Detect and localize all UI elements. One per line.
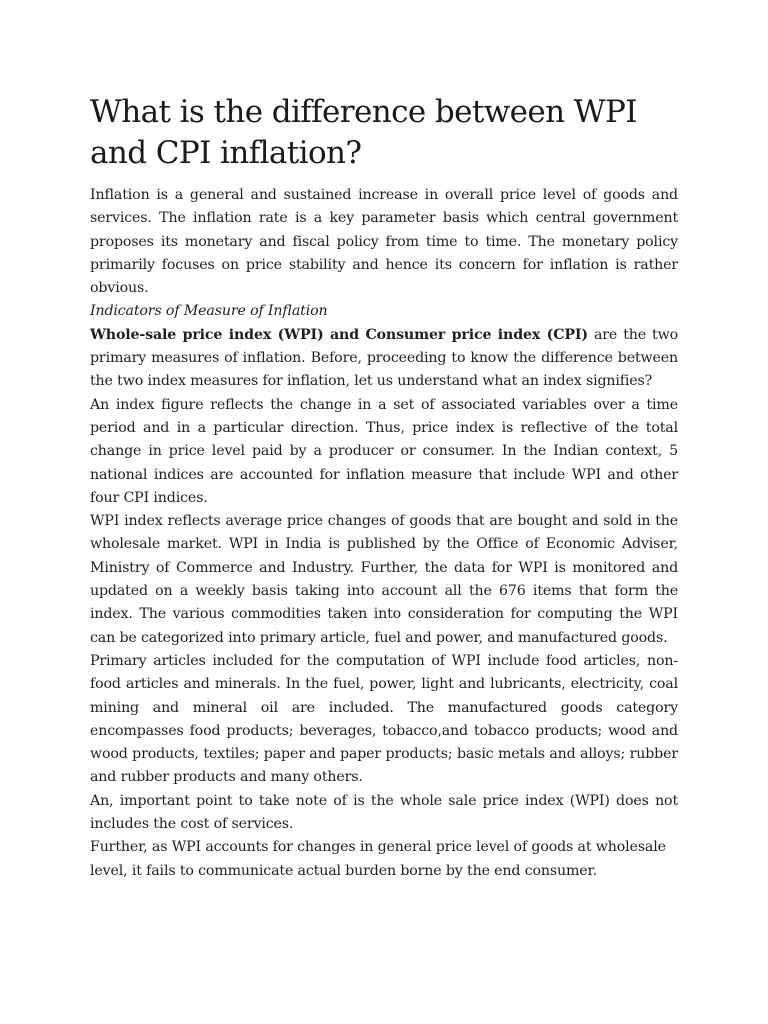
primary-articles-paragraph: Primary articles included for the computation of WPI include food articles, non-food articles and minerals. In the fuel, power, light and lubricants, electricity, coal mining and mineral oil are included. The manufactured goods category encompasses food products; beverages, tobacco,and tobacco products; wood and wood products, textiles; paper and paper products; basic metals and alloys; rubber and rubber products and many others. [90, 652, 678, 786]
section-subheading: Indicators of Measure of Inflation [90, 303, 328, 320]
index-definition-paragraph: An index figure reflects the change in a set of associated variables over a time period and in a particular direction. Thus, price index is reflective of the total change in price level paid by a producer or consumer. In the Indian context, 5 national indices are accounted for inflation measure that include WPI and other four CPI indices. [90, 396, 678, 506]
burden-note-paragraph: Further, as WPI accounts for changes in general price level of goods at wholesale level, it fails to communicate actual burden borne by the end consumer. [90, 839, 666, 879]
document-page [90, 92, 678, 883]
article-title: What is the difference between WPI and CPI inflation? [90, 94, 637, 171]
measures-paragraph [90, 324, 678, 394]
intro-paragraph: Inflation is a general and sustained increase in overall price level of goods and services. The inflation rate is a key parameter basis which central government proposes its monetary and fiscal policy from time to time. The monetary policy primarily focuses on price stability and hence its concern for inflation is rather obvious. [90, 187, 678, 297]
services-note-paragraph: An, important point to take note of is the whole sale price index (WPI) does not includes the cost of services. [90, 792, 678, 833]
measures-bold-lead: Whole-sale price index (WPI) and Consumer price index (CPI) [90, 326, 588, 343]
measures-rest-text: are the two primary measures of inflation. Before, proceeding to know the difference between the two index measures for inflation, let us understand what an index signifies? [90, 326, 678, 390]
wpi-description-paragraph: WPI index reflects average price changes of goods that are bought and sold in the wholesale market. WPI in India is published by the Office of Economic Adviser, Ministry of Commerce and Industry. Further, the data for WPI is monitored and updated on a weekly basis taking into account all the 676 items that form the index. The various commodities taken into consideration for computing the WPI can be categorized into primary article, fuel and power, and manufactured goods. [90, 513, 678, 646]
